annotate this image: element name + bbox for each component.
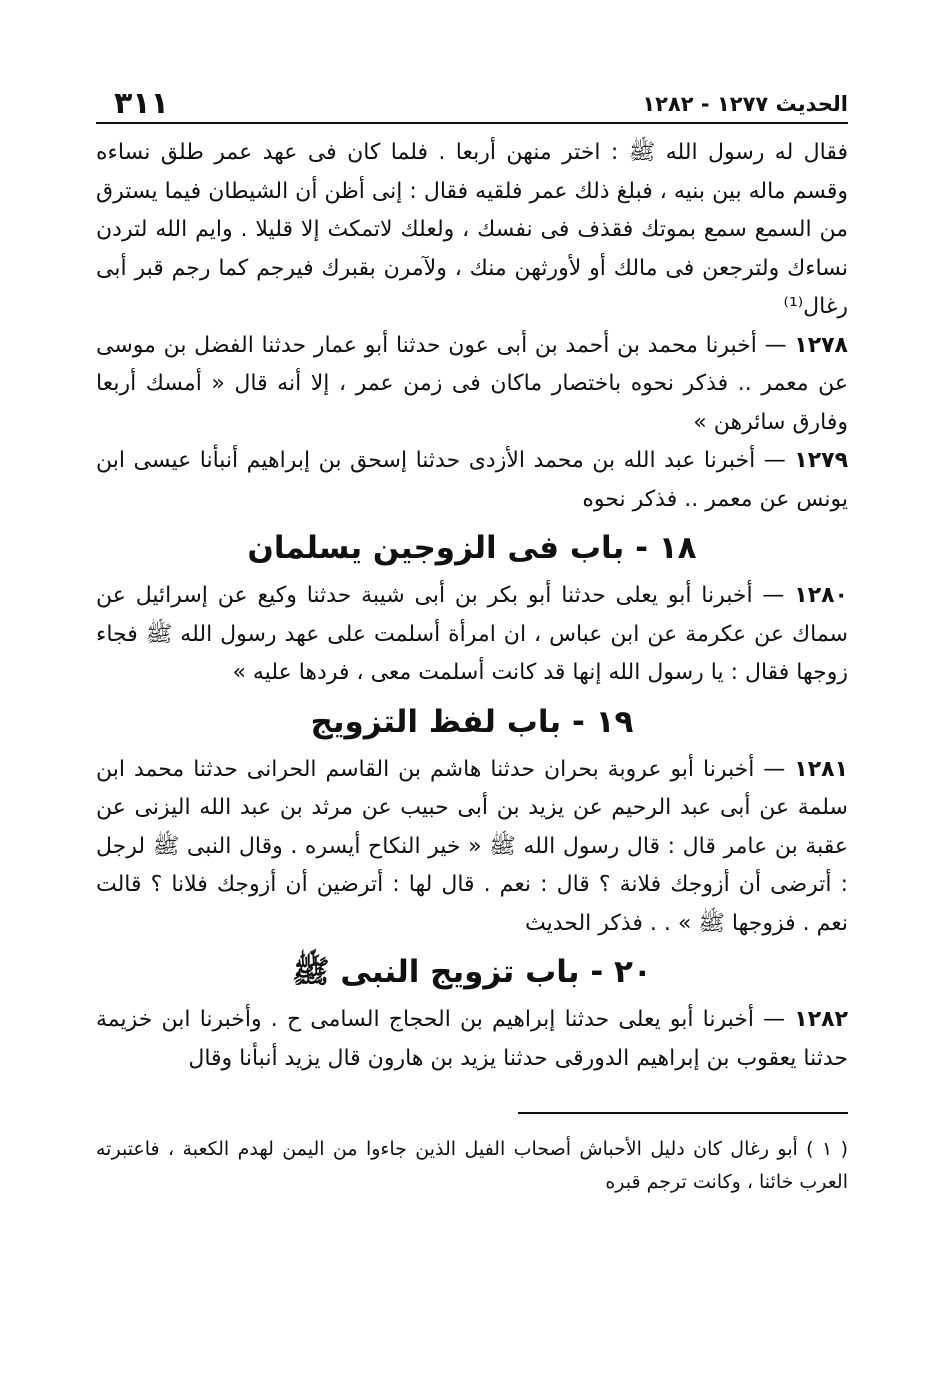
paragraph-continuation: فقال له رسول الله ﷺ : اختر منهن أربعا . فلما كان فى عهد عمر طلق نساءه وقسم ماله بين بنيه ، فبلغ ذلك عمر فلقيه فقال : إنى أظن أن الشيطان فيما يسترق من السمع سمع بموتك فقذف فى نفسك ، ولعلك لاتمكث إلا قليلا . وايم الله لتردن نساءك ولترجعن فى مالك أو لأورثهن منك ، ولآمرن بقبرك فيرجم كما رجم قبر أبى رغال⁽¹⁾ — [96, 140, 848, 319]
hadith-text-continued: موسى عن معمر .. فذكر نحوه باختصار ماكان فى زمن عمر ، إلا أنه قال « أمسك أربعا وفارق سائرهن » — [96, 332, 848, 435]
hadith-text-continued: ابن يونس عن معمر .. فذكر نحوه — [96, 448, 848, 512]
hadith-1278 — [96, 327, 848, 443]
hadith-text-continued: ابن سلمة عن أبى عبد الرحيم عن يزيد بن أبى حبيب عن مرثد بن عبد الله اليزنى عن عقبة بن عامر قال : قال رسول الله ﷺ « خير النكاح أيسره . وقال النبى ﷺ لرجل : أترضى أن أزوجك فلانة ؟ قال : نعم . قال لها : أترضين أن أزوجك فلانا ؟ قالت نعم . فزوجها ﷺ » . . فذكر الحديث — [96, 756, 848, 936]
hadith-text: — أخبرنا محمد بن أحمد بن أبى عون حدثنا أبو عمار حدثنا الفضل بن — [163, 332, 787, 358]
hadith-text: — أخبرنا أبو يعلى حدثنا أبو بكر بن أبى شيبة حدثنا وكيع عن إسرائيل — [135, 583, 785, 608]
book-page — [96, 82, 848, 1322]
page-number: ٣١١ — [114, 86, 169, 121]
hadith-number: ١٢٨١ — [794, 756, 849, 782]
chapter-heading-20: ٢٠ - باب تزويج النبى ﷺ — [292, 954, 652, 990]
hadith-text: — أخبرنا أبو عروبة بحران حدثنا هاشم بن القاسم الحرانى حدثنا محمد — [133, 756, 786, 782]
footnote-divider — [518, 1112, 848, 1114]
hadith-1282 — [96, 1001, 848, 1078]
hadith-text: — أخبرنا عبد الله بن محمد الأزدى حدثنا إسحق بن إبراهيم أنبأنا عيسى — [133, 448, 786, 473]
hadith-number: ١٢٧٨ — [794, 332, 848, 358]
body-text — [96, 134, 848, 1078]
chapter-heading-19: ١٩ - باب لفظ التزويج — [310, 703, 634, 740]
hadith-text: — أخبرنا أبو يعلى حدثنا إبراهيم بن الحجاج السامى ح . وأخبرنا ابن — [161, 1007, 786, 1032]
hadith-number: ١٢٧٩ — [794, 448, 848, 473]
chapter-heading-18: ١٨ - باب فى الزوجين يسلمان — [247, 530, 697, 566]
running-title: الحديث ١٢٧٧ - ١٢٨٢ — [642, 92, 848, 116]
hadith-number: ١٢٨٠ — [794, 583, 848, 608]
hadith-text-continued: عن سماك عن عكرمة عن ابن عباس ، ان امرأة أسلمت على عهد رسول الله ﷺ فجاء زوجها فقال : يا رسول الله إنها قد كانت أسلمت معى ، فردها عليه » — [96, 583, 848, 685]
hadith-number: ١٢٨٢ — [794, 1007, 849, 1032]
hadith-1279 — [96, 442, 848, 519]
hadith-1281 — [96, 751, 848, 944]
footnote: ( ١ ) أبو رغال كان دليل الأحباش أصحاب الفيل الذين جاءوا من اليمن لهدم الكعبة ، فاعتبرته العرب خائنا ، وكانت ترجم قبره — [96, 1138, 849, 1193]
hadith-1280 — [96, 577, 848, 693]
hadith-text-continued: خزيمة حدثنا يعقوب بن إبراهيم الدورقى حدثنا يزيد بن هارون قال يزيد أنبأنا وقال — [96, 1007, 848, 1071]
running-head — [96, 82, 848, 124]
